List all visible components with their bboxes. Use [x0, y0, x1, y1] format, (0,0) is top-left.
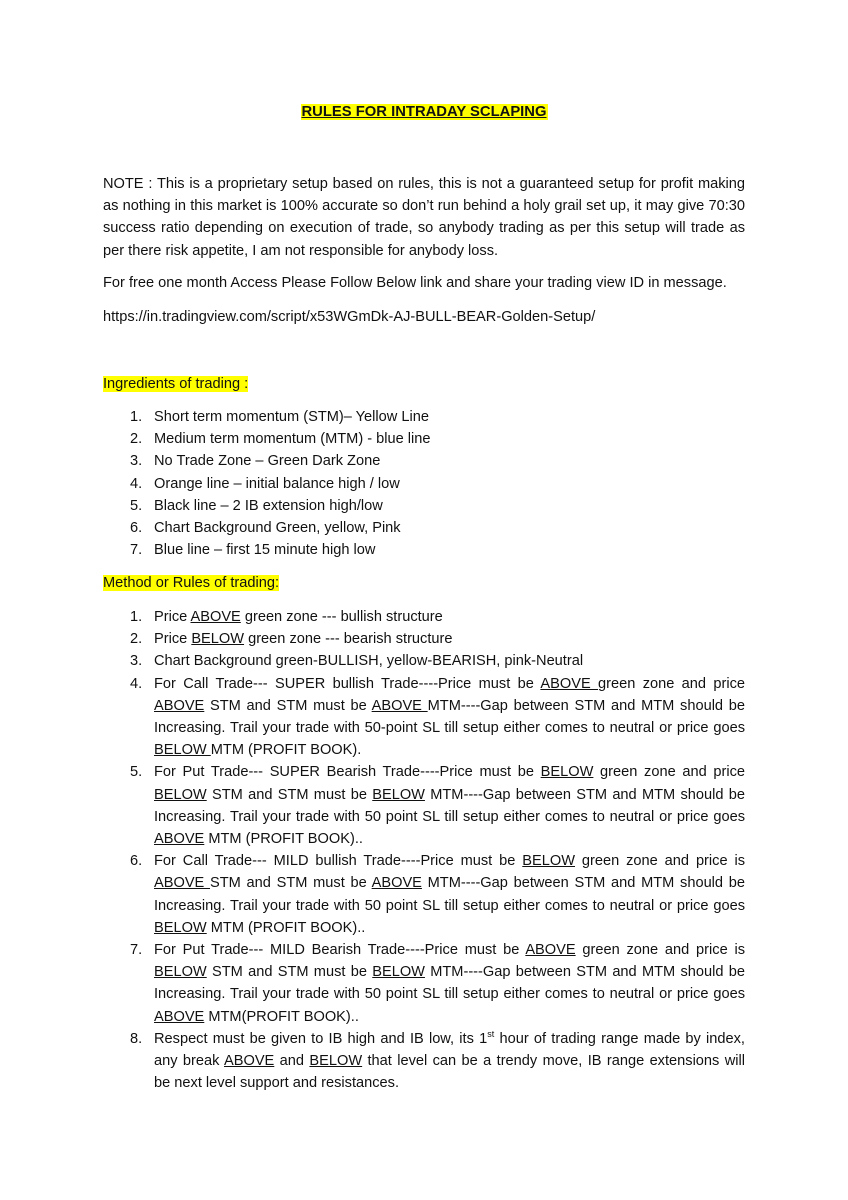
rule-item: 1. Price ABOVE green zone --- bullish structure [130, 609, 443, 625]
title-text: RULES FOR INTRADAY SCLAPING [301, 104, 547, 120]
rule-item: 4. For Call Trade--- SUPER bullish Trade----Price must be ABOVE green zone and price ABOVE STM and STM must be ABOVE MTM----Gap between STM and MTM should be Increasing. Trail your trade with 50-point SL till setup either comes to neutral or price goes BELOW MTM (PROFIT BOOK). [130, 675, 746, 759]
list-item: 3. No Trade Zone – Green Dark Zone [130, 453, 381, 470]
rules-list [103, 606, 745, 1094]
list-item: 6. Chart Background Green, yellow, Pink [130, 520, 401, 537]
access-instructions: For free one month Access Please Follow Below link and share your trading view ID in message. [103, 275, 727, 291]
rule-item: 3. Chart Background green-BULLISH, yellow-BEARISH, pink-Neutral [130, 653, 584, 670]
ingredients-list [103, 406, 745, 561]
disclaimer-note: NOTE : This is a proprietary setup based on rules, this is not a guaranteed setup for profit making as nothing in this market is 100% accurate so don’t run behind a holy grail set up, it may give 70:30 success ratio depending on execution of trade, so anybody trading as per this setup will trade as per there risk appetite, I am not responsible for anybody loss. [103, 176, 745, 259]
rule-item: 6. For Call Trade--- MILD bullish Trade----Price must be BELOW green zone and price is ABOVE STM and STM must be ABOVE MTM----Gap between STM and MTM should be Increasing. Trail your trade with 50 point SL till setup either comes to neutral or price goes BELOW MTM (PROFIT BOOK).. [130, 853, 746, 936]
tradingview-link[interactable]: https://in.tradingview.com/script/x53WGmDk-AJ-BULL-BEAR-Golden-Setup/ [103, 309, 596, 325]
list-item: 7. Blue line – first 15 minute high low [130, 542, 376, 559]
document-title [0, 104, 848, 120]
list-item: 4. Orange line – initial balance high / low [130, 475, 400, 492]
list-item: 1. Short term momentum (STM)– Yellow Line [130, 409, 429, 425]
rules-heading: Method or Rules of trading: [103, 575, 280, 591]
rule-item: 7. For Put Trade--- MILD Bearish Trade----Price must be ABOVE green zone and price is BELOW STM and STM must be BELOW MTM----Gap between STM and MTM should be Increasing. Trail your trade with 50 point SL till setup either comes to neutral or price goes ABOVE MTM(PROFIT BOOK).. [130, 942, 746, 1025]
rule-item: 5. For Put Trade--- SUPER Bearish Trade----Price must be BELOW green zone and price BELOW STM and STM must be BELOW MTM----Gap between STM and MTM should be Increasing. Trail your trade with 50 point SL till setup either comes to neutral or price goes ABOVE MTM (PROFIT BOOK).. [130, 764, 745, 848]
rule-item: 8. Respect must be given to IB high and IB low, its 1st hour of trading range made by index, any break ABOVE and BELOW that level can be a trendy move, IB range extensions will be next level support and resistances. [130, 1029, 745, 1092]
ingredients-heading: Ingredients of trading : [103, 376, 249, 392]
list-item: 2. Medium term momentum (MTM) - blue line [130, 431, 431, 448]
rule-item: 2. Price BELOW green zone --- bearish structure [130, 631, 453, 648]
list-item: 5. Black line – 2 IB extension high/low [130, 497, 383, 514]
